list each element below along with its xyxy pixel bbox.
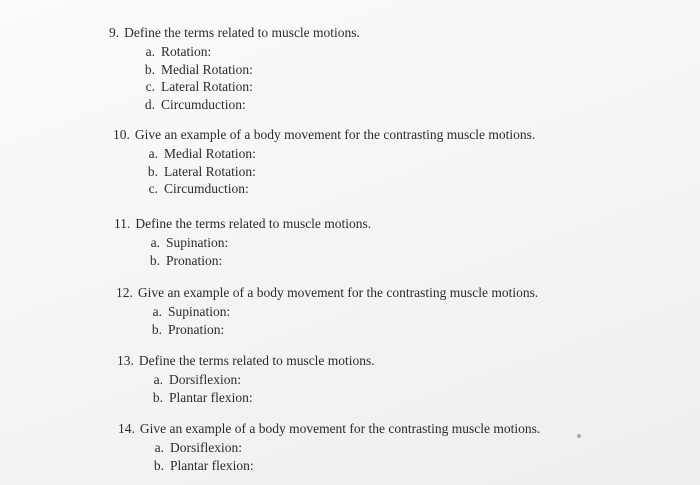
question-text: Define the terms related to muscle motions.: [135, 216, 372, 231]
item-letter: a.: [145, 44, 155, 59]
question-9: [109, 24, 360, 113]
item-label: Dorsiflexion:: [170, 440, 242, 455]
question-11: [114, 215, 371, 269]
item-label: Dorsiflexion:: [169, 372, 241, 387]
question-text: Define the terms related to muscle motions.: [124, 25, 360, 40]
item-label: Plantar flexion:: [170, 457, 254, 473]
answer-list: [133, 43, 360, 113]
list-item: [138, 252, 371, 270]
list-item: [141, 371, 375, 389]
answer-list: [138, 234, 371, 269]
question-number: 13.: [117, 353, 134, 368]
question-number: 14.: [118, 421, 135, 436]
list-item: [133, 78, 360, 96]
question-title: [114, 215, 371, 232]
question-13: [117, 352, 375, 406]
list-item: [136, 145, 535, 163]
item-letter: a.: [148, 146, 158, 161]
question-14: [118, 420, 540, 474]
question-text: Give an example of a body movement for the contrasting muscle motions.: [139, 421, 541, 436]
item-label: Medial Rotation:: [161, 61, 253, 77]
item-letter: a.: [150, 235, 160, 250]
question-number: 12.: [116, 285, 133, 300]
item-letter: b.: [147, 163, 158, 179]
question-title: [113, 126, 535, 143]
item-letter: a.: [154, 440, 164, 455]
item-letter: b.: [152, 389, 163, 405]
list-item: [136, 180, 535, 198]
question-12: [116, 284, 538, 338]
question-number: 9.: [109, 25, 120, 40]
item-label: Supination:: [168, 304, 231, 319]
question-title: [116, 284, 538, 301]
item-letter: a.: [153, 372, 163, 387]
item-letter: b.: [153, 457, 164, 473]
answer-list: [142, 439, 540, 474]
item-label: Rotation:: [161, 44, 212, 59]
question-text: Define the terms related to muscle motions.: [138, 353, 375, 368]
list-item: [140, 303, 538, 321]
item-letter: c.: [145, 79, 155, 94]
paper-speck: [577, 434, 581, 438]
question-title: [118, 420, 540, 437]
answer-list: [140, 303, 538, 338]
question-title: [117, 352, 375, 369]
list-item: [133, 96, 360, 114]
question-number: 10.: [113, 127, 130, 142]
question-text: Give an example of a body movement for the contrasting muscle motions.: [137, 285, 539, 300]
question-text: Give an example of a body movement for the contrasting muscle motions.: [134, 127, 536, 142]
list-item: [142, 439, 540, 457]
item-letter: c.: [148, 181, 158, 196]
list-item: [138, 234, 371, 252]
list-item: [133, 43, 360, 61]
item-label: Supination:: [166, 235, 229, 250]
list-item: [141, 389, 375, 407]
item-label: Lateral Rotation:: [164, 163, 256, 179]
item-letter: b.: [149, 252, 160, 268]
item-letter: b.: [151, 321, 162, 337]
item-label: Medial Rotation:: [164, 146, 256, 161]
item-label: Circumduction:: [164, 181, 249, 196]
item-label: Circumduction:: [161, 96, 246, 112]
item-letter: a.: [152, 304, 162, 319]
item-label: Pronation:: [168, 321, 225, 337]
item-letter: d.: [144, 96, 155, 112]
question-number: 11.: [114, 216, 131, 231]
item-label: Lateral Rotation:: [161, 79, 253, 94]
question-10: [113, 126, 535, 198]
list-item: [136, 163, 535, 181]
answer-list: [136, 145, 535, 198]
item-label: Pronation:: [166, 252, 223, 268]
item-letter: b.: [144, 61, 155, 77]
item-label: Plantar flexion:: [169, 389, 253, 405]
list-item: [133, 61, 360, 79]
question-title: [109, 24, 360, 41]
answer-list: [141, 371, 375, 406]
list-item: [142, 457, 540, 475]
list-item: [140, 321, 538, 339]
